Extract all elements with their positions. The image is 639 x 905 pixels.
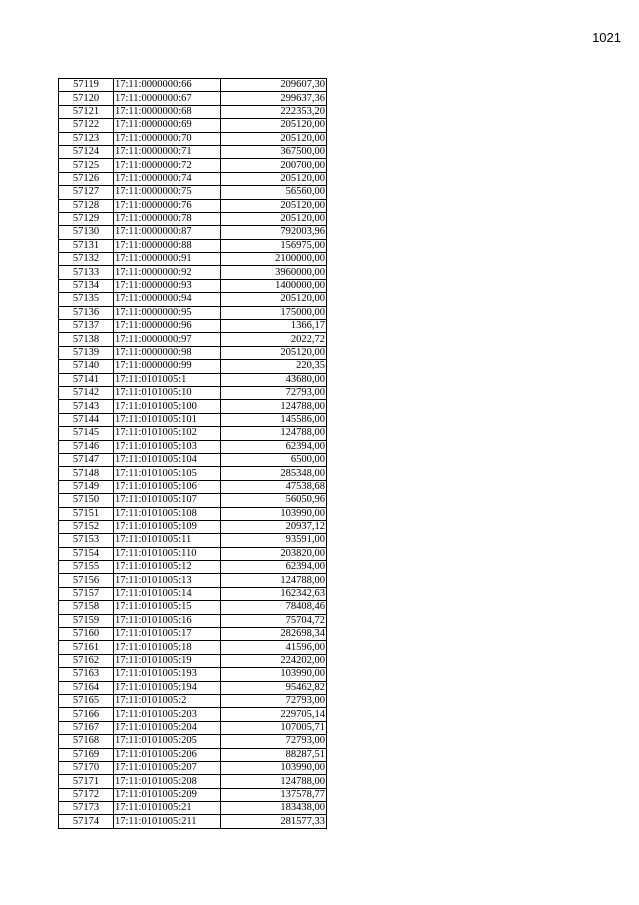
cadastral-number-cell: 17:11:0000000:69 [114, 119, 221, 132]
cadastral-number-cell: 17:11:0101005:193 [114, 668, 221, 681]
table-row [59, 440, 327, 453]
value-cell: 72793,00 [221, 386, 327, 399]
cadastral-number-cell: 17:11:0101005:2 [114, 694, 221, 707]
cadastral-number-cell: 17:11:0101005:12 [114, 561, 221, 574]
cadastral-number-cell: 17:11:0000000:91 [114, 253, 221, 266]
value-cell: 78408,46 [221, 601, 327, 614]
table-row [59, 132, 327, 145]
row-number-cell: 57122 [59, 119, 114, 132]
cadastral-number-cell: 17:11:0101005:19 [114, 654, 221, 667]
page-number: 1021 [592, 30, 621, 45]
row-number-cell: 57172 [59, 788, 114, 801]
value-cell: 222353,20 [221, 105, 327, 118]
row-number-cell: 57132 [59, 253, 114, 266]
row-number-cell: 57159 [59, 614, 114, 627]
table-row [59, 480, 327, 493]
row-number-cell: 57119 [59, 79, 114, 92]
value-cell: 103990,00 [221, 761, 327, 774]
table-row [59, 253, 327, 266]
cadastral-number-cell: 17:11:0101005:206 [114, 748, 221, 761]
cadastral-number-cell: 17:11:0101005:204 [114, 721, 221, 734]
cadastral-number-cell: 17:11:0101005:100 [114, 400, 221, 413]
table-row [59, 159, 327, 172]
row-number-cell: 57157 [59, 587, 114, 600]
value-cell: 62394,00 [221, 561, 327, 574]
cadastral-number-cell: 17:11:0101005:15 [114, 601, 221, 614]
row-number-cell: 57171 [59, 775, 114, 788]
value-cell: 285348,00 [221, 467, 327, 480]
table-row [59, 628, 327, 641]
row-number-cell: 57174 [59, 815, 114, 828]
value-cell: 175000,00 [221, 306, 327, 319]
table-row [59, 788, 327, 801]
row-number-cell: 57151 [59, 507, 114, 520]
cadastral-number-cell: 17:11:0101005:208 [114, 775, 221, 788]
value-cell: 72793,00 [221, 735, 327, 748]
row-number-cell: 57139 [59, 346, 114, 359]
table-row [59, 681, 327, 694]
row-number-cell: 57142 [59, 386, 114, 399]
table-row [59, 373, 327, 386]
row-number-cell: 57162 [59, 654, 114, 667]
cadastral-number-cell: 17:11:0000000:87 [114, 226, 221, 239]
table-row [59, 413, 327, 426]
cadastral-number-cell: 17:11:0000000:71 [114, 145, 221, 158]
cadastral-number-cell: 17:11:0101005:103 [114, 440, 221, 453]
value-cell: 145586,00 [221, 413, 327, 426]
cadastral-number-cell: 17:11:0101005:14 [114, 587, 221, 600]
table-row [59, 293, 327, 306]
row-number-cell: 57167 [59, 721, 114, 734]
table-row [59, 587, 327, 600]
cadastral-number-cell: 17:11:0101005:109 [114, 520, 221, 533]
table-row [59, 346, 327, 359]
cadastral-number-cell: 17:11:0000000:72 [114, 159, 221, 172]
value-cell: 209607,30 [221, 79, 327, 92]
value-cell: 2022,72 [221, 333, 327, 346]
cadastral-number-cell: 17:11:0000000:75 [114, 186, 221, 199]
row-number-cell: 57149 [59, 480, 114, 493]
cadastral-number-cell: 17:11:0101005:105 [114, 467, 221, 480]
value-cell: 124788,00 [221, 775, 327, 788]
value-cell: 205120,00 [221, 132, 327, 145]
value-cell: 281577,33 [221, 815, 327, 828]
row-number-cell: 57146 [59, 440, 114, 453]
cadastral-number-cell: 17:11:0101005:18 [114, 641, 221, 654]
cadastral-number-cell: 17:11:0101005:1 [114, 373, 221, 386]
cadastral-table [58, 78, 327, 829]
row-number-cell: 57156 [59, 574, 114, 587]
value-cell: 20937,12 [221, 520, 327, 533]
table-row [59, 507, 327, 520]
value-cell: 93591,00 [221, 534, 327, 547]
table-row [59, 561, 327, 574]
table-row [59, 721, 327, 734]
row-number-cell: 57161 [59, 641, 114, 654]
table-row [59, 279, 327, 292]
cadastral-number-cell: 17:11:0101005:194 [114, 681, 221, 694]
cadastral-number-cell: 17:11:0000000:70 [114, 132, 221, 145]
value-cell: 282698,34 [221, 628, 327, 641]
value-cell: 205120,00 [221, 346, 327, 359]
cadastral-number-cell: 17:11:0101005:13 [114, 574, 221, 587]
row-number-cell: 57164 [59, 681, 114, 694]
value-cell: 205120,00 [221, 172, 327, 185]
table-row [59, 654, 327, 667]
row-number-cell: 57154 [59, 547, 114, 560]
table-row [59, 453, 327, 466]
value-cell: 107005,71 [221, 721, 327, 734]
value-cell: 1400000,00 [221, 279, 327, 292]
cadastral-number-cell: 17:11:0000000:67 [114, 92, 221, 105]
cadastral-number-cell: 17:11:0000000:68 [114, 105, 221, 118]
table-row [59, 266, 327, 279]
row-number-cell: 57150 [59, 494, 114, 507]
value-cell: 103990,00 [221, 668, 327, 681]
row-number-cell: 57168 [59, 735, 114, 748]
value-cell: 205120,00 [221, 293, 327, 306]
cadastral-number-cell: 17:11:0000000:99 [114, 360, 221, 373]
row-number-cell: 57134 [59, 279, 114, 292]
cadastral-number-cell: 17:11:0000000:74 [114, 172, 221, 185]
table-row [59, 212, 327, 225]
value-cell: 124788,00 [221, 574, 327, 587]
row-number-cell: 57148 [59, 467, 114, 480]
row-number-cell: 57129 [59, 212, 114, 225]
row-number-cell: 57145 [59, 427, 114, 440]
table-body [59, 79, 327, 829]
value-cell: 162342,63 [221, 587, 327, 600]
table-row [59, 320, 327, 333]
row-number-cell: 57160 [59, 628, 114, 641]
value-cell: 205120,00 [221, 119, 327, 132]
value-cell: 205120,00 [221, 199, 327, 212]
value-cell: 224202,00 [221, 654, 327, 667]
cadastral-number-cell: 17:11:0101005:21 [114, 802, 221, 815]
value-cell: 56560,00 [221, 186, 327, 199]
row-number-cell: 57138 [59, 333, 114, 346]
value-cell: 47538,68 [221, 480, 327, 493]
value-cell: 205120,00 [221, 212, 327, 225]
row-number-cell: 57158 [59, 601, 114, 614]
value-cell: 72793,00 [221, 694, 327, 707]
value-cell: 229705,14 [221, 708, 327, 721]
row-number-cell: 57169 [59, 748, 114, 761]
cadastral-number-cell: 17:11:0000000:66 [114, 79, 221, 92]
table-row [59, 467, 327, 480]
value-cell: 88287,51 [221, 748, 327, 761]
table-row [59, 386, 327, 399]
cadastral-number-cell: 17:11:0101005:203 [114, 708, 221, 721]
row-number-cell: 57133 [59, 266, 114, 279]
row-number-cell: 57140 [59, 360, 114, 373]
row-number-cell: 57153 [59, 534, 114, 547]
table-row [59, 119, 327, 132]
row-number-cell: 57155 [59, 561, 114, 574]
row-number-cell: 57137 [59, 320, 114, 333]
value-cell: 43680,00 [221, 373, 327, 386]
value-cell: 367500,00 [221, 145, 327, 158]
table-row [59, 333, 327, 346]
table-row [59, 186, 327, 199]
row-number-cell: 57170 [59, 761, 114, 774]
cadastral-number-cell: 17:11:0000000:96 [114, 320, 221, 333]
cadastral-number-cell: 17:11:0101005:101 [114, 413, 221, 426]
table-row [59, 226, 327, 239]
value-cell: 156975,00 [221, 239, 327, 252]
table-row [59, 641, 327, 654]
table-row [59, 172, 327, 185]
value-cell: 124788,00 [221, 400, 327, 413]
row-number-cell: 57147 [59, 453, 114, 466]
table-row [59, 802, 327, 815]
cadastral-number-cell: 17:11:0101005:110 [114, 547, 221, 560]
row-number-cell: 57130 [59, 226, 114, 239]
value-cell: 3960000,00 [221, 266, 327, 279]
table-row [59, 735, 327, 748]
cadastral-number-cell: 17:11:0000000:97 [114, 333, 221, 346]
cadastral-number-cell: 17:11:0101005:108 [114, 507, 221, 520]
row-number-cell: 57121 [59, 105, 114, 118]
row-number-cell: 57135 [59, 293, 114, 306]
table-row [59, 79, 327, 92]
row-number-cell: 57165 [59, 694, 114, 707]
cadastral-number-cell: 17:11:0101005:104 [114, 453, 221, 466]
value-cell: 2100000,00 [221, 253, 327, 266]
table-row [59, 239, 327, 252]
cadastral-number-cell: 17:11:0101005:16 [114, 614, 221, 627]
cadastral-number-cell: 17:11:0000000:92 [114, 266, 221, 279]
table-row [59, 306, 327, 319]
value-cell: 1366,17 [221, 320, 327, 333]
row-number-cell: 57120 [59, 92, 114, 105]
cadastral-number-cell: 17:11:0000000:88 [114, 239, 221, 252]
table-row [59, 145, 327, 158]
value-cell: 220,35 [221, 360, 327, 373]
cadastral-number-cell: 17:11:0101005:102 [114, 427, 221, 440]
row-number-cell: 57141 [59, 373, 114, 386]
value-cell: 124788,00 [221, 427, 327, 440]
cadastral-number-cell: 17:11:0101005:207 [114, 761, 221, 774]
row-number-cell: 57144 [59, 413, 114, 426]
row-number-cell: 57131 [59, 239, 114, 252]
row-number-cell: 57163 [59, 668, 114, 681]
cadastral-number-cell: 17:11:0101005:211 [114, 815, 221, 828]
value-cell: 183438,00 [221, 802, 327, 815]
cadastral-number-cell: 17:11:0101005:107 [114, 494, 221, 507]
table-row [59, 761, 327, 774]
table-row [59, 614, 327, 627]
table-row [59, 427, 327, 440]
row-number-cell: 57173 [59, 802, 114, 815]
table-row [59, 574, 327, 587]
value-cell: 103990,00 [221, 507, 327, 520]
value-cell: 203820,00 [221, 547, 327, 560]
table-row [59, 775, 327, 788]
table-row [59, 494, 327, 507]
value-cell: 56050,96 [221, 494, 327, 507]
cadastral-number-cell: 17:11:0101005:106 [114, 480, 221, 493]
value-cell: 6500,00 [221, 453, 327, 466]
row-number-cell: 57125 [59, 159, 114, 172]
value-cell: 299637,36 [221, 92, 327, 105]
row-number-cell: 57166 [59, 708, 114, 721]
row-number-cell: 57128 [59, 199, 114, 212]
value-cell: 41596,00 [221, 641, 327, 654]
table-row [59, 520, 327, 533]
row-number-cell: 57126 [59, 172, 114, 185]
value-cell: 137578,77 [221, 788, 327, 801]
cadastral-number-cell: 17:11:0000000:95 [114, 306, 221, 319]
table-row [59, 534, 327, 547]
row-number-cell: 57143 [59, 400, 114, 413]
table-row [59, 199, 327, 212]
cadastral-number-cell: 17:11:0000000:94 [114, 293, 221, 306]
row-number-cell: 57136 [59, 306, 114, 319]
row-number-cell: 57123 [59, 132, 114, 145]
cadastral-number-cell: 17:11:0101005:17 [114, 628, 221, 641]
cadastral-number-cell: 17:11:0000000:76 [114, 199, 221, 212]
value-cell: 75704,72 [221, 614, 327, 627]
value-cell: 792003,96 [221, 226, 327, 239]
table-row [59, 694, 327, 707]
table-row [59, 400, 327, 413]
table-row [59, 92, 327, 105]
row-number-cell: 57152 [59, 520, 114, 533]
table-row [59, 360, 327, 373]
row-number-cell: 57124 [59, 145, 114, 158]
table-row [59, 601, 327, 614]
cadastral-number-cell: 17:11:0101005:205 [114, 735, 221, 748]
value-cell: 95462,82 [221, 681, 327, 694]
table-row [59, 708, 327, 721]
cadastral-number-cell: 17:11:0000000:98 [114, 346, 221, 359]
row-number-cell: 57127 [59, 186, 114, 199]
cadastral-number-cell: 17:11:0000000:78 [114, 212, 221, 225]
table-row [59, 668, 327, 681]
table-row [59, 547, 327, 560]
cadastral-number-cell: 17:11:0101005:209 [114, 788, 221, 801]
cadastral-number-cell: 17:11:0101005:10 [114, 386, 221, 399]
table-row [59, 815, 327, 828]
value-cell: 62394,00 [221, 440, 327, 453]
table-row [59, 748, 327, 761]
cadastral-number-cell: 17:11:0101005:11 [114, 534, 221, 547]
table-row [59, 105, 327, 118]
cadastral-number-cell: 17:11:0000000:93 [114, 279, 221, 292]
value-cell: 200700,00 [221, 159, 327, 172]
